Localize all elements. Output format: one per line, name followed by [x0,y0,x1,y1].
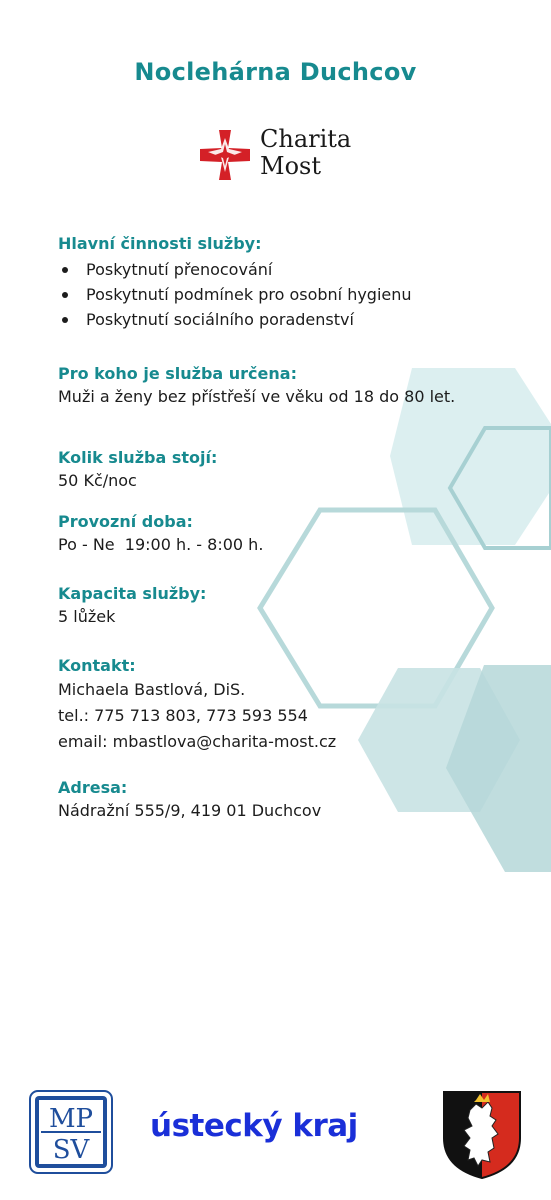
price-text: 50 Kč/noc [58,471,137,490]
activities-heading: Hlavní činnosti služby: [58,234,262,253]
target-section [58,363,498,409]
activities-list [58,257,498,332]
address-heading: Adresa: [58,778,128,797]
capacity-text: 5 lůžek [58,607,116,626]
capacity-section [58,583,498,629]
contact-section [58,655,498,755]
contact-email[interactable]: email: mbastlova@charita-most.cz [58,732,337,751]
logo-line-2: Most [260,152,321,180]
price-heading: Kolik služba stojí: [58,448,218,467]
charita-cross-icon [200,130,250,180]
list-item: Poskytnutí podmínek pro osobní hygienu [58,282,498,307]
target-text: Muži a ženy bez přístřeší ve věku od 18 do 80 let. [58,387,456,406]
capacity-heading: Kapacita služby: [58,584,207,603]
contact-name: Michaela Bastlová, DiS. [58,680,246,699]
list-item: Poskytnutí sociálního poradenství [58,307,498,332]
contact-phone[interactable]: tel.: 775 713 803, 773 593 554 [58,706,308,725]
list-item: Poskytnutí přenocování [58,257,498,282]
address-section [58,777,498,823]
logo-line-1: Charita [260,125,352,153]
contact-heading: Kontakt: [58,656,136,675]
target-heading: Pro koho je služba určena: [58,364,297,383]
mpsv-logo [29,1090,113,1174]
charita-logo [200,126,360,186]
mpsv-bottom-text: SV [52,1135,90,1165]
mpsv-top-text: MP [48,1104,94,1134]
charita-logo-text [260,126,351,180]
hours-section [58,511,498,557]
ustecky-kraj-logo: ústecký kraj [150,1108,358,1144]
hours-text: Po - Ne 19:00 h. - 8:00 h. [58,535,264,554]
hours-heading: Provozní doba: [58,512,193,531]
address-text: Nádražní 555/9, 419 01 Duchcov [58,801,322,820]
activities-section [58,233,498,332]
coat-of-arms-icon [442,1090,522,1180]
price-section [58,447,498,493]
page-title: Noclehárna Duchcov [134,58,417,86]
